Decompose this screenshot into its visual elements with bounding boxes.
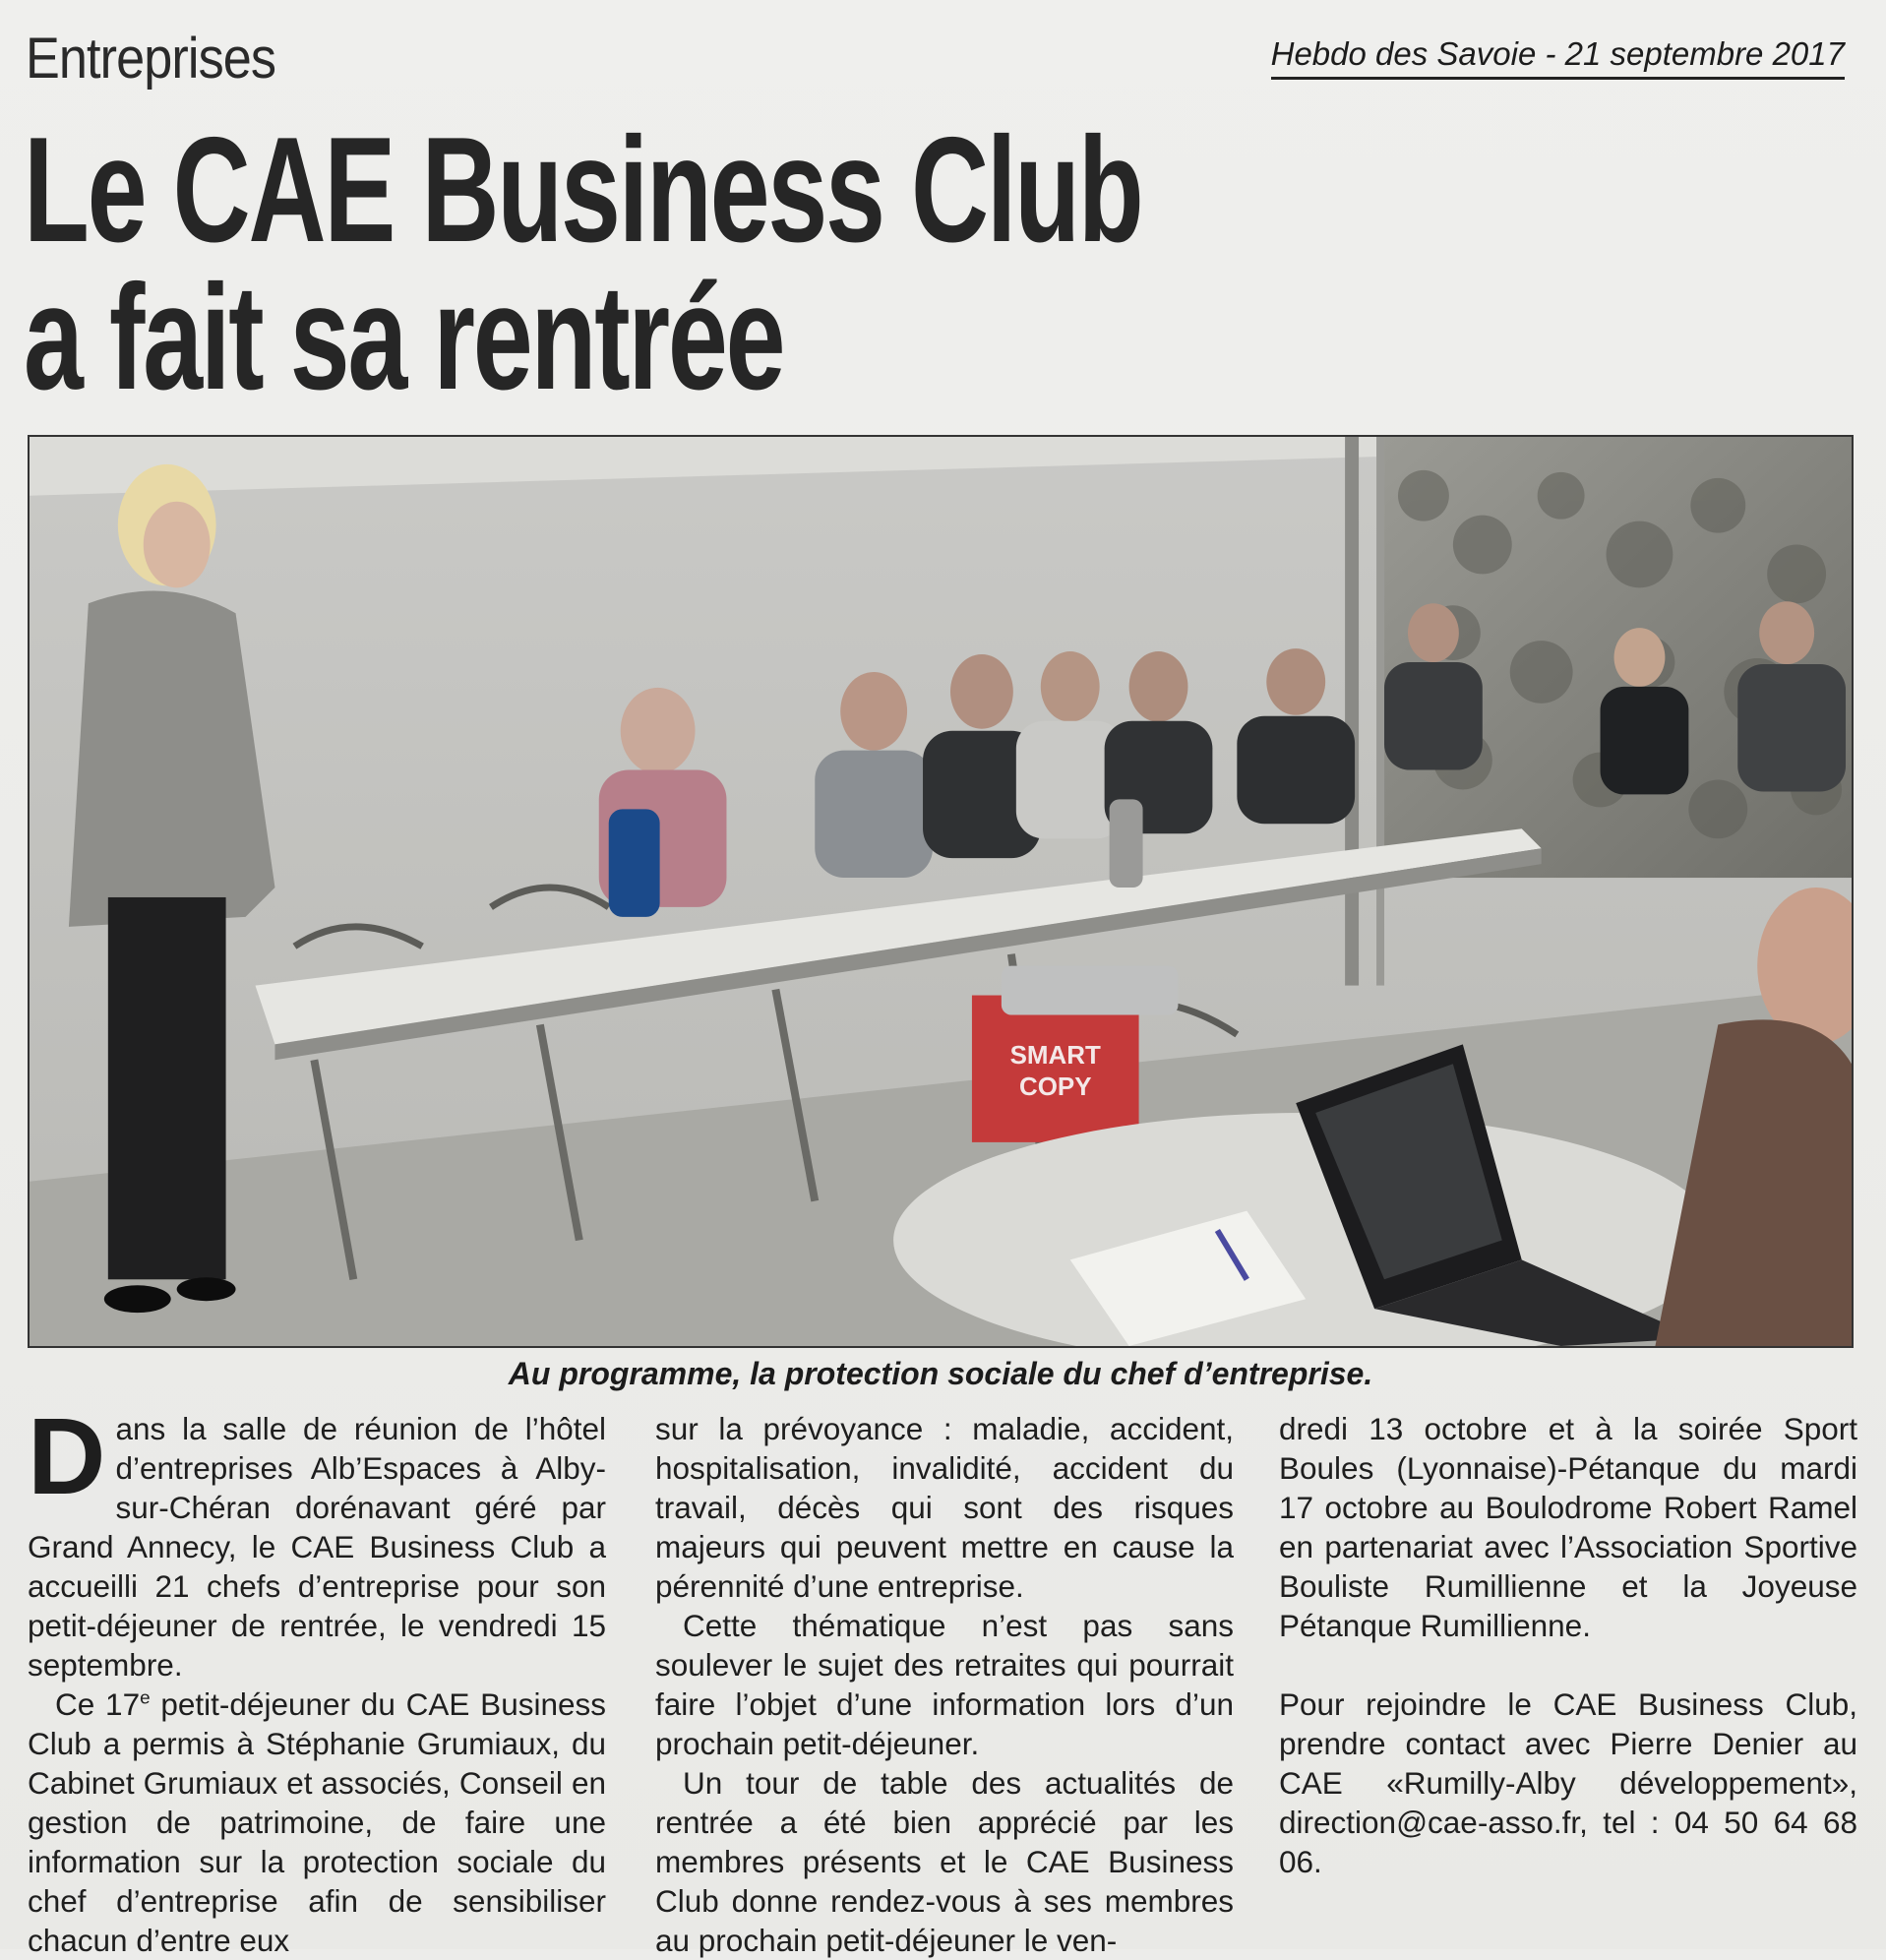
article-column-3 <box>1279 1409 1857 1881</box>
ordinal-superscript: e <box>140 1687 151 1709</box>
paragraph-text: petit-déjeuner du CAE Business Club a permis à Stéphanie Grumiaux, du Cabinet Grumiaux et associés, Conseil en gestion de patrimoine, de faire une information sur la protection sociale du chef d’entreprise afin de sensibiliser chacun d’entre eux <box>28 1686 606 1958</box>
paragraph-text-prefix: Ce 17 <box>55 1686 141 1722</box>
contact-paragraph: Pour rejoindre le CAE Business Club, prendre contact avec Pierre Denier au CAE «Rumilly-Alby développement», direction@cae-asso.fr, tel : 04 50 64 68 06. <box>1279 1686 1857 1879</box>
paragraph: Un tour de table des actualités de rentrée a été bien apprécié par les membres présents et le CAE Business Club donne rendez-vous à ses membres au prochain petit-déjeuner le ven- <box>655 1765 1234 1958</box>
paragraph: Cette thématique n’est pas sans soulever le sujet des retraites qui pourrait faire l’objet d’une information lors d’un prochain petit-déjeuner. <box>655 1608 1234 1761</box>
paragraph-text: ans la salle de réunion de l’hôtel d’entreprises Alb’Espaces à Alby-sur-Chéran dorénavant géré par Grand Annecy, le CAE Business Club a accueilli 21 chefs d’entreprise pour son petit-déjeuner de rentrée, le vendredi 15 septembre. <box>28 1411 606 1683</box>
article-headline <box>24 106 1142 421</box>
article-body <box>28 1396 1857 1958</box>
box-label-1: SMART <box>1009 1042 1101 1071</box>
article-photo <box>28 435 1854 1348</box>
section-rubric: Entreprises <box>26 27 276 91</box>
meeting-room-photo <box>30 437 1852 1346</box>
article-column-1 <box>28 1396 606 1960</box>
headline-line-2: a fait sa rentrée <box>24 254 784 421</box>
paragraph: dredi 13 octobre et à la soirée Sport Boules (Lyonnaise)-Pétanque du mardi 17 octobre au Boulodrome Robert Ramel en partenariat avec l’Association Sportive Bouliste Rumillienne et la Joyeuse Pétanque Rumillienne. <box>1279 1411 1857 1643</box>
paragraph-gap <box>1279 1645 1857 1684</box>
photo-caption: Au programme, la protection sociale du chef d’entreprise. <box>508 1356 1373 1391</box>
publication-source: Hebdo des Savoie - 21 septembre 2017 <box>1271 35 1845 80</box>
headline-line-1: Le CAE Business Club <box>24 106 1142 274</box>
paragraph <box>28 1396 606 1684</box>
drop-cap: D <box>28 1396 106 1517</box>
article-column-2 <box>655 1409 1234 1960</box>
box-label-2: COPY <box>1018 1073 1092 1102</box>
paragraph <box>28 1684 606 1960</box>
paragraph: sur la prévoyance : maladie, accident, hospitalisation, invalidité, accident du travail, décès qui sont des risques majeurs qui peuvent mettre en cause la pérennité d’une entreprise. <box>655 1411 1234 1604</box>
